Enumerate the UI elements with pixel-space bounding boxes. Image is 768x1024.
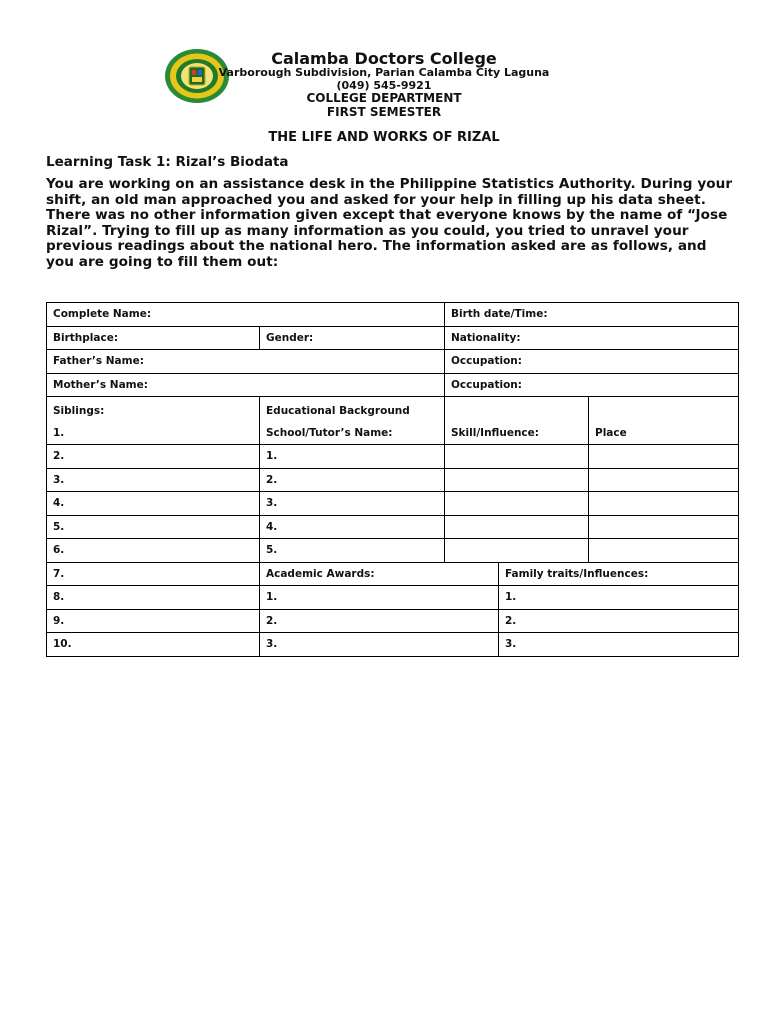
skill-cell[interactable] [445, 468, 589, 492]
skill-cell[interactable] [445, 445, 589, 469]
form-row-mother [47, 373, 739, 397]
sibling-cell[interactable]: 3. [47, 468, 260, 492]
fathers-name-field[interactable]: Father’s Name: [47, 350, 445, 374]
birth-date-field[interactable]: Birth date/Time: [445, 303, 739, 327]
father-occupation-field[interactable]: Occupation: [445, 350, 739, 374]
trait-cell[interactable]: 1. [499, 586, 739, 610]
sibling-cell[interactable]: 6. [47, 539, 260, 563]
trait-cell[interactable]: 2. [499, 609, 739, 633]
school-cell[interactable]: 2. [260, 468, 445, 492]
school-cell[interactable]: 4. [260, 515, 445, 539]
task-title: Learning Task 1: Rizal’s Biodata [46, 154, 289, 170]
subject-title: THE LIFE AND WORKS OF RIZAL [268, 130, 500, 145]
complete-name-field[interactable]: Complete Name: [47, 303, 445, 327]
mother-occupation-field[interactable]: Occupation: [445, 373, 739, 397]
sibling-cell[interactable]: 9. [47, 609, 260, 633]
skill-cell[interactable] [445, 515, 589, 539]
college-address: Varborough Subdivision, Parian Calamba City Laguna [218, 66, 550, 79]
table-row [47, 515, 739, 539]
siblings-label: Siblings: [53, 405, 105, 417]
place-cell[interactable] [589, 539, 739, 563]
table-row [47, 633, 739, 657]
school-cell[interactable]: 3. [260, 492, 445, 516]
form-row-name [47, 303, 739, 327]
skill-influence-label: Skill/Influence: [451, 427, 539, 439]
place-label: Place [595, 427, 627, 439]
education-header [260, 397, 445, 445]
table-row [47, 586, 739, 610]
nationality-field[interactable]: Nationality: [445, 326, 739, 350]
table-row [47, 609, 739, 633]
form-row-father [47, 350, 739, 374]
place-cell[interactable] [589, 515, 739, 539]
college-name: Calamba Doctors College [271, 49, 497, 68]
school-tutor-label: School/Tutor’s Name: [266, 427, 393, 439]
place-header [589, 397, 739, 445]
department: COLLEGE DEPARTMENT [306, 91, 462, 105]
sibling-cell[interactable]: 2. [47, 445, 260, 469]
table-row [47, 445, 739, 469]
sibling-cell[interactable]: 7. [47, 562, 260, 586]
semester: FIRST SEMESTER [326, 105, 442, 119]
skill-cell[interactable] [445, 539, 589, 563]
form-row-siblings-header [47, 397, 739, 445]
siblings-field[interactable] [47, 397, 260, 445]
skill-cell[interactable] [445, 492, 589, 516]
skill-header [445, 397, 589, 445]
gender-field[interactable]: Gender: [260, 326, 445, 350]
award-cell[interactable]: 1. [260, 586, 499, 610]
sibling-cell[interactable]: 8. [47, 586, 260, 610]
award-cell[interactable]: 2. [260, 609, 499, 633]
academic-awards-label: Academic Awards: [260, 562, 499, 586]
place-cell[interactable] [589, 492, 739, 516]
mothers-name-field[interactable]: Mother’s Name: [47, 373, 445, 397]
form-row-awards-header [47, 562, 739, 586]
sibling-cell[interactable]: 4. [47, 492, 260, 516]
table-row [47, 468, 739, 492]
form-row-birthplace [47, 326, 739, 350]
school-cell[interactable]: 5. [260, 539, 445, 563]
family-traits-label: Family traits/Influences: [499, 562, 739, 586]
table-row [47, 539, 739, 563]
place-cell[interactable] [589, 445, 739, 469]
education-label: Educational Background [266, 405, 410, 417]
college-phone: (049) 545-9921 [336, 79, 432, 92]
trait-cell[interactable]: 3. [499, 633, 739, 657]
sibling-cell[interactable]: 5. [47, 515, 260, 539]
school-cell[interactable]: 1. [260, 445, 445, 469]
table-row [47, 492, 739, 516]
sibling-cell[interactable]: 10. [47, 633, 260, 657]
award-cell[interactable]: 3. [260, 633, 499, 657]
birthplace-field[interactable]: Birthplace: [47, 326, 260, 350]
place-cell[interactable] [589, 468, 739, 492]
biodata-form [46, 302, 739, 657]
sibling-1: 1. [53, 427, 65, 439]
instructions-paragraph: You are working on an assistance desk in the Philippine Statistics Authority. During your shift, an old man approached you and asked for your help in filling up his data sheet. There was no other information given except that everyone knows by the name of “Jose Rizal”. Trying to fill up as many information as you could, you tried to unravel your previous readings about the national hero. The information asked are as follows, and you are going to fill them out: [46, 176, 733, 270]
